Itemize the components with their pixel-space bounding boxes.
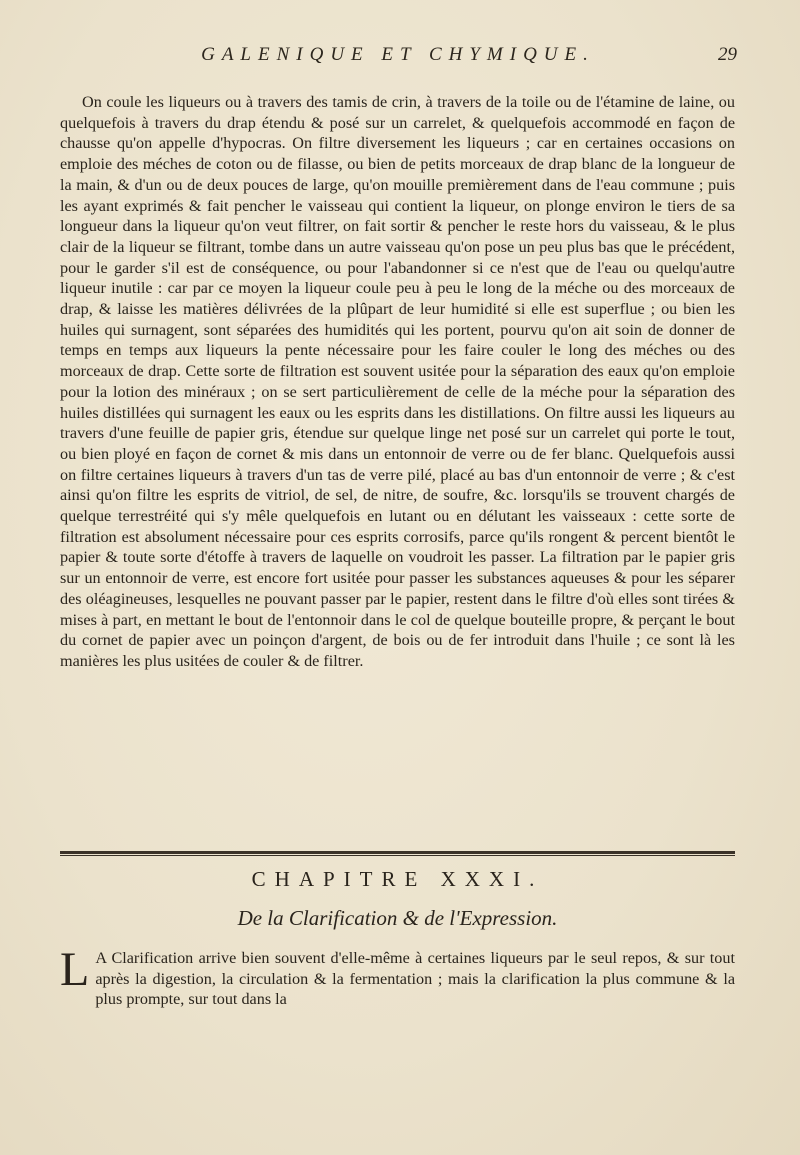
drop-cap-letter: L	[60, 943, 90, 996]
chapter-divider-rule	[60, 851, 735, 856]
chapter-opening-paragraph	[60, 943, 735, 1010]
running-title: GALENIQUE ET CHYMIQUE.	[201, 44, 595, 65]
chapter-opening-text: A Clarification arrive bien souvent d'elle-même à certaines liqueurs par le seul repos, & sur tout après la digestion, la circulation & la fermentation ; mais la clarification la plus commune & la plus prompte, sur tout dans la	[95, 949, 735, 1009]
chapter-heading: CHAPITRE XXXI.	[251, 867, 544, 891]
body-paragraph: On coule les liqueurs ou à travers des tamis de crin, à travers de la toile ou de l'étamine de laine, ou quelquefois à travers du drap étendu & posé sur un carrelet, & quelquefois accommodé en façon de chausse qu'on appelle d'hypocras. On filtre diversement les liqueurs ; car en certaines occasions on emploie des méches de coton ou de filasse, ou bien de petits morceaux de drap blanc de la longueur de la main, & d'un ou de deux pouces de large, qu'on mouille premièrement dans de l'eau commune ; puis les ayant exprimés & fait pencher le vaisseau qui contient la liqueur, on plonge environ le tiers de sa longueur dans la liqueur qu'on veut filtrer, on fait sortir & pencher le reste hors du vaisseau, & le plus clair de la liqueur se filtrant, tombe dans un autre vaisseau qu'on pose un peu plus bas que le précédent, pour le garder s'il est de conséquence, ou pour l'abandonner si ce n'est que de l'eau ou quelqu'autre liqueur inutile : car par ce moyen la liqueur coule peu à peu le long de la méche ou des morceaux de drap, & laisse les matières délivrées de la plûpart de leur humidité si elle est superflue ; ou bien les huiles qui surnagent, sont séparées des humidités qui les portent, pourvu qu'on ait soin de donner de temps en temps aux liqueurs la pente nécessaire pour les faire couler le long des méches ou des morceaux de drap. Cette sorte de filtration est souvent usitée pour la séparation des eaux qu'on emploie pour la lotion des minéraux ; on se sert particulièrement de celle de la méche pour la séparation des huiles distillées qui surnagent les eaux ou les esprits dans les distillations. On filtre aussi les liqueurs au travers d'une feuille de papier gris, étendue sur quelque linge net posé sur un carrelet qui porte le tout, ou bien ployé en façon de cornet & mis dans un entonnoir de verre ou de fer blanc. Quelquefois aussi on filtre certaines liqueurs à travers d'un tas de verre pilé, placé au bas d'un entonnoir de verre ; & c'est ainsi qu'on filtre les esprits de vitriol, de sel, de nitre, de soufre, &c. lorsqu'ils se trouvent chargés de quelque terrestréité qui s'y mêle quelquefois en lutant ou en délutant les vaisseaux : cette sorte de filtration est absolument nécessaire pour ces esprits corrosifs, parce qu'ils rongent & percent bientôt le papier & toute sorte d'étoffe à travers de laquelle on voudroit les passer. La filtration par le papier gris sur un entonnoir de verre, est encore fort usitée pour passer les substances aqueuses & pour les séparer des oléagineuses, lesquelles ne pouvant passer par le papier, restent dans le filtre d'où elles sont tirées & mises à part, en mettant le bout de l'entonnoir dans le col de quelque bouteille propre, & perçant le bout du cornet de papier avec un poinçon d'argent, de bois ou de fer introduit dans l'huile ; ce sont là les manières les plus usitées de couler & de filtrer.	[60, 93, 735, 670]
chapter-subtitle: De la Clarification & de l'Expression.	[237, 906, 558, 930]
page-number: 29	[718, 44, 737, 65]
